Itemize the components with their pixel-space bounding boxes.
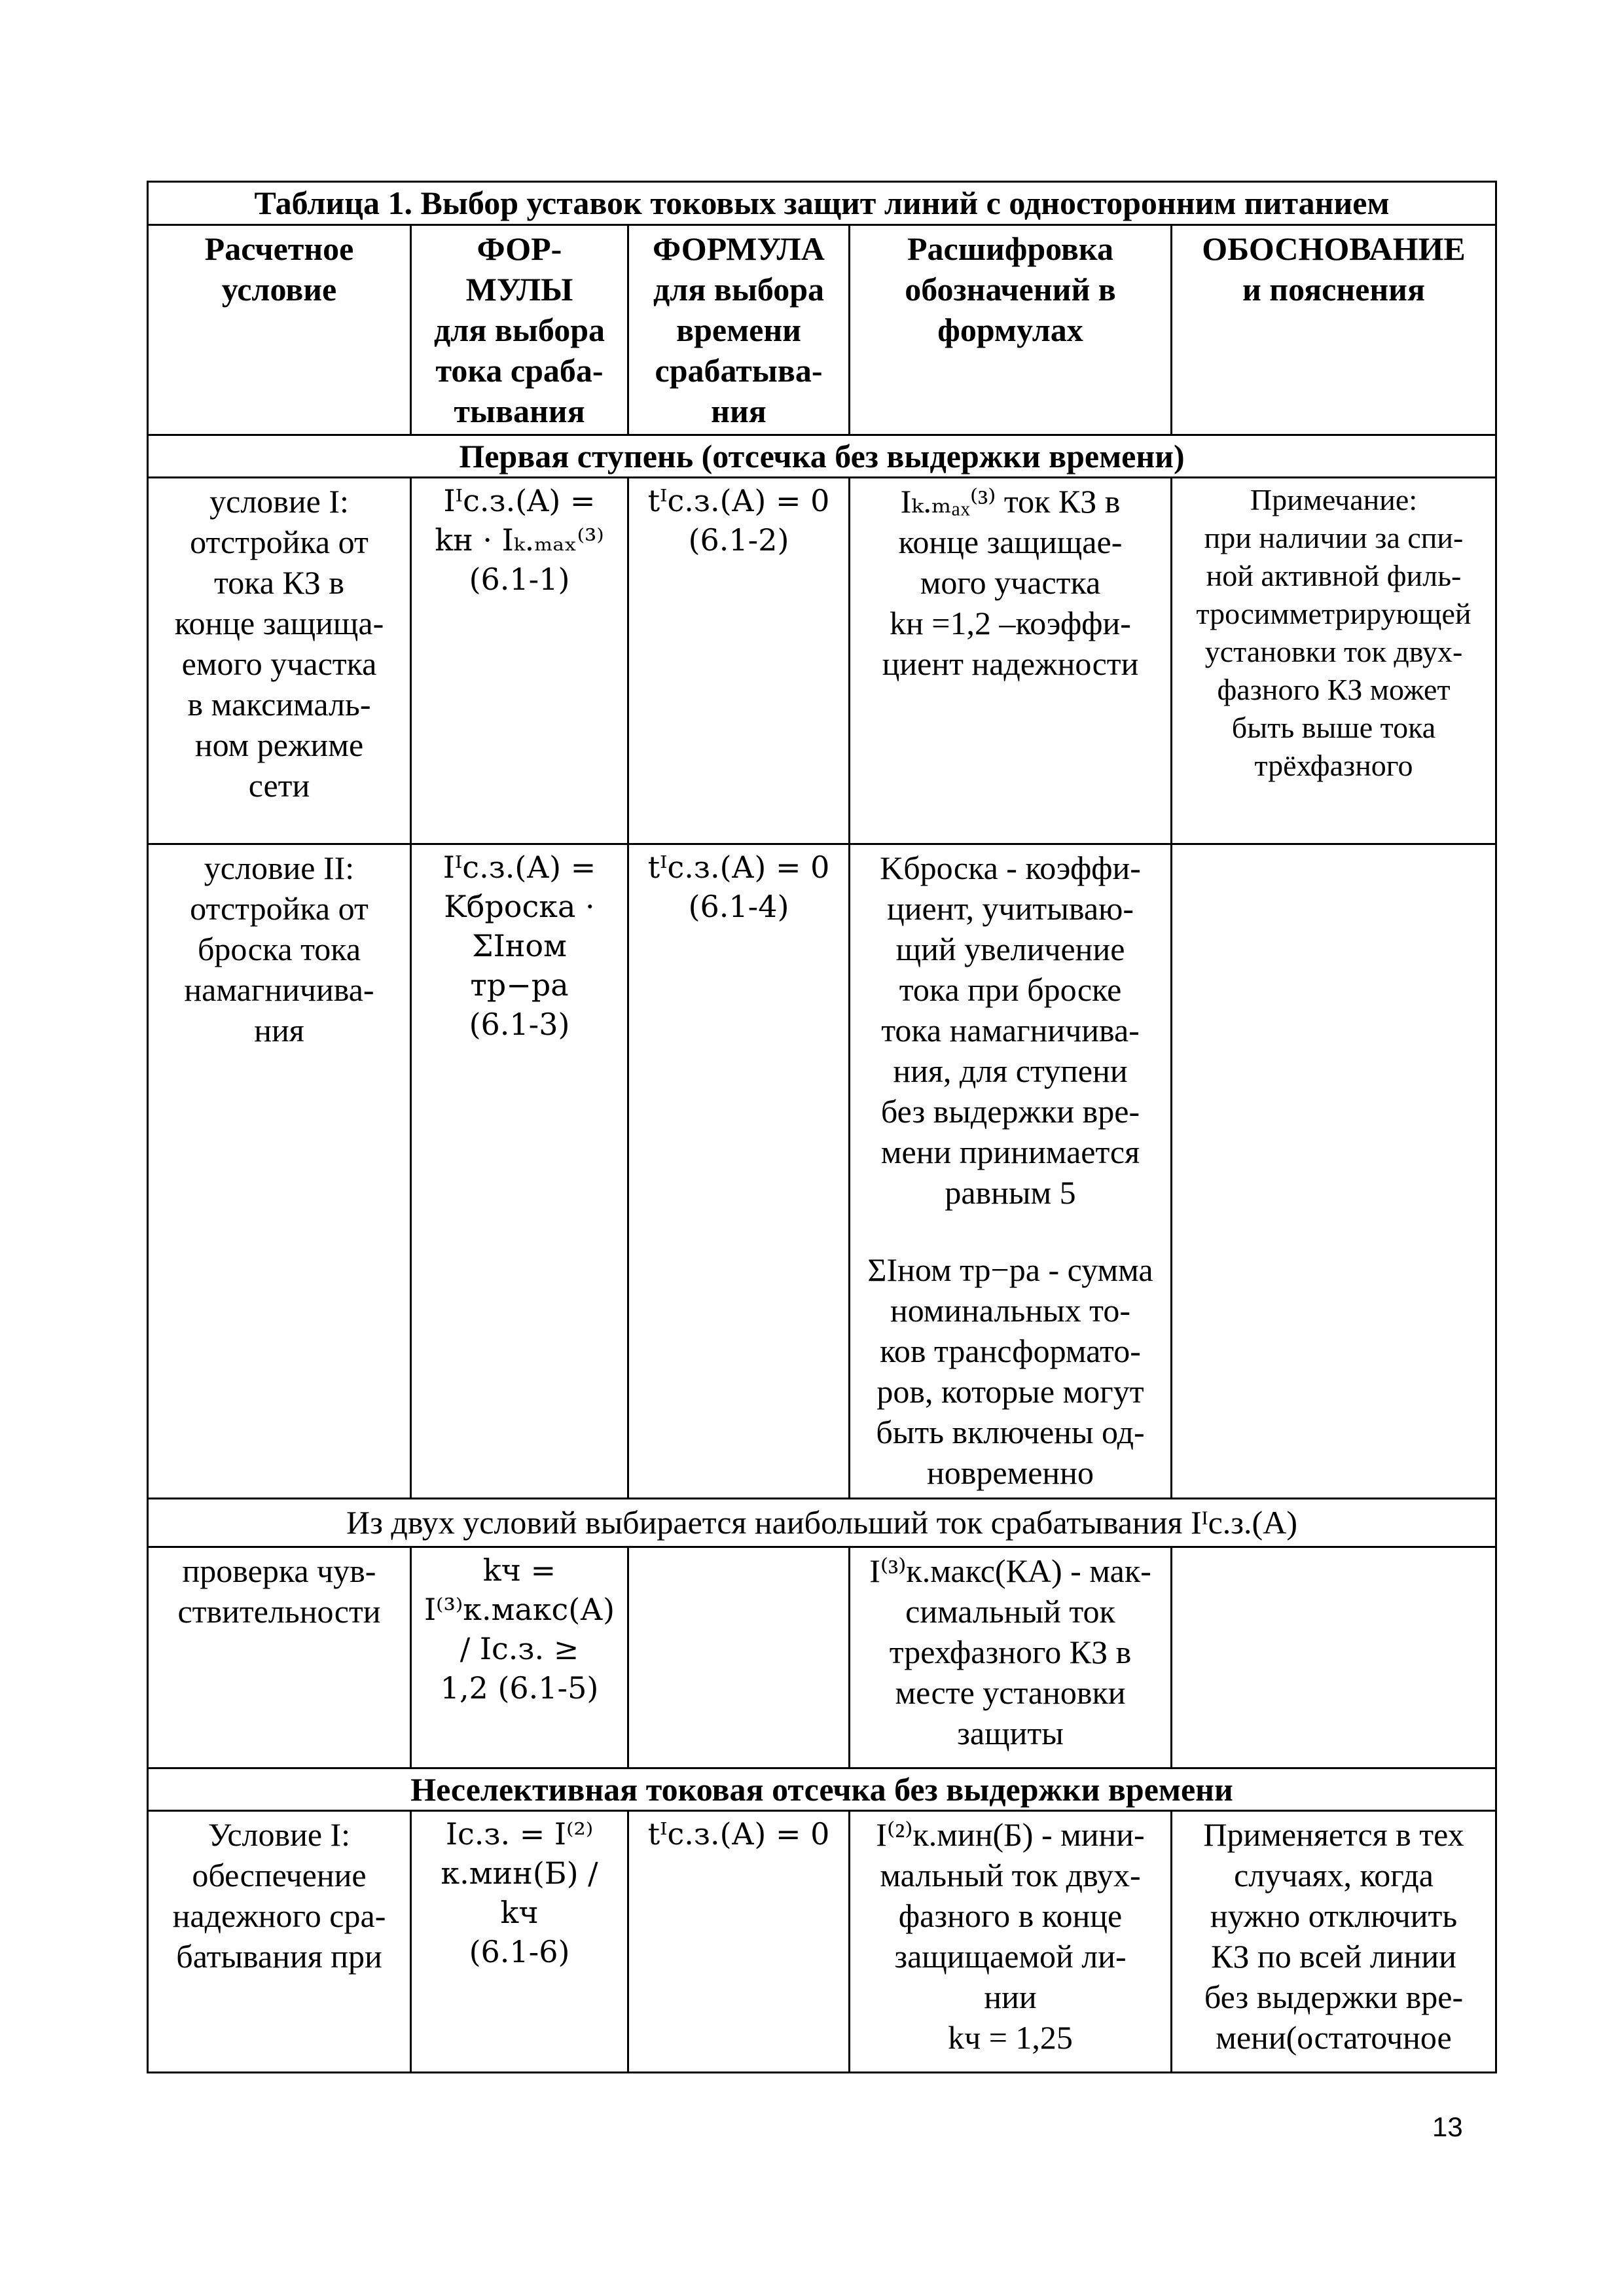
row1-explanation: Iₖ.ₘₐₓ⁽³⁾ ток КЗ в конце защищае- мого участка kн =1,2 –коэффи- циент надежности bbox=[850, 478, 1172, 844]
settings-table bbox=[147, 181, 1497, 2073]
header-current-formula: ФОР- МУЛЫ для выбора тока сраба- тывания bbox=[411, 225, 628, 435]
header-time-formula: ФОРМУЛА для выбора времени срабатыва- ния bbox=[628, 225, 850, 435]
row3-formula: kч = I⁽³⁾к.макс(А) / Iс.з. ≥ 1,2 (6.1-5) bbox=[411, 1547, 628, 1768]
row2-condition: условие II: отстройка от броска тока намагничива- ния bbox=[148, 844, 411, 1499]
page-number: 13 bbox=[1432, 2111, 1463, 2142]
row1-note: Примечание: при наличии за спи- ной активной филь- тросимметрирующей установки ток двух- фазного КЗ может быть выше тока трёхфазного bbox=[1172, 478, 1496, 844]
header-justification: ОБОСНОВАНИЕ и пояснения bbox=[1172, 225, 1496, 435]
row2-time: tᴵс.з.(А) = 0 (6.1-4) bbox=[628, 844, 850, 1499]
row1-formula: Iᴵс.з.(A) = kн · Iₖ.ₘₐₓ⁽³⁾ (6.1-1) bbox=[411, 478, 628, 844]
row2-explanation: Kброска - коэффи- циент, учитываю- щий увеличение тока при броске тока намагничива- ния, для ступени без выдержки вре- мени принимается равным 5 ΣIном тр−ра - сумма номинальных то- ков трансформато- ров, которые могут быть включены од- новременно bbox=[850, 844, 1172, 1499]
merged-selection-row: Из двух условий выбирается наибольший ток срабатывания Iᴵс.з.(А) bbox=[148, 1499, 1496, 1547]
row2-formula: Iᴵс.з.(А) = Kброска · ΣIном тр−ра (6.1-3) bbox=[411, 844, 628, 1499]
row4-note: Применяется в тех случаях, когда нужно отключить КЗ по всей линии без выдержки вре- мени(остаточное bbox=[1172, 1811, 1496, 2073]
row3-explanation: I⁽³⁾к.макс(КА) - мак- симальный ток трехфазного КЗ в месте установки защиты bbox=[850, 1547, 1172, 1768]
row4-time: tᴵс.з.(А) = 0 bbox=[628, 1811, 850, 2073]
row4-formula: Iс.з. = I⁽²⁾к.мин(Б) / kч (6.1-6) bbox=[411, 1811, 628, 2073]
row1-time: tᴵс.з.(А) = 0 (6.1-2) bbox=[628, 478, 850, 844]
row3-condition: проверка чув- ствительности bbox=[148, 1547, 411, 1768]
header-condition: Расчетное условие bbox=[148, 225, 411, 435]
row4-explanation: I⁽²⁾к.мин(Б) - мини- мальный ток двух- фазного в конце защищаемой ли- нии kч = 1,25 bbox=[850, 1811, 1172, 2073]
row4-condition: Условие I: обеспечение надежного сра- батывания при bbox=[148, 1811, 411, 2073]
row1-condition: условие I: отстройка от тока КЗ в конце защища- емого участка в максималь- ном режиме сети bbox=[148, 478, 411, 844]
section-nonselective: Неселективная токовая отсечка без выдержки времени bbox=[148, 1768, 1496, 1811]
table-title: Таблица 1. Выбор уставок токовых защит линий с односторонним питанием bbox=[148, 182, 1496, 225]
row3-time bbox=[628, 1547, 850, 1768]
row3-note bbox=[1172, 1547, 1496, 1768]
section-first-stage: Первая ступень (отсечка без выдержки времени) bbox=[148, 435, 1496, 478]
header-explanation: Расшифровка обозначений в формулах bbox=[850, 225, 1172, 435]
row2-note bbox=[1172, 844, 1496, 1499]
